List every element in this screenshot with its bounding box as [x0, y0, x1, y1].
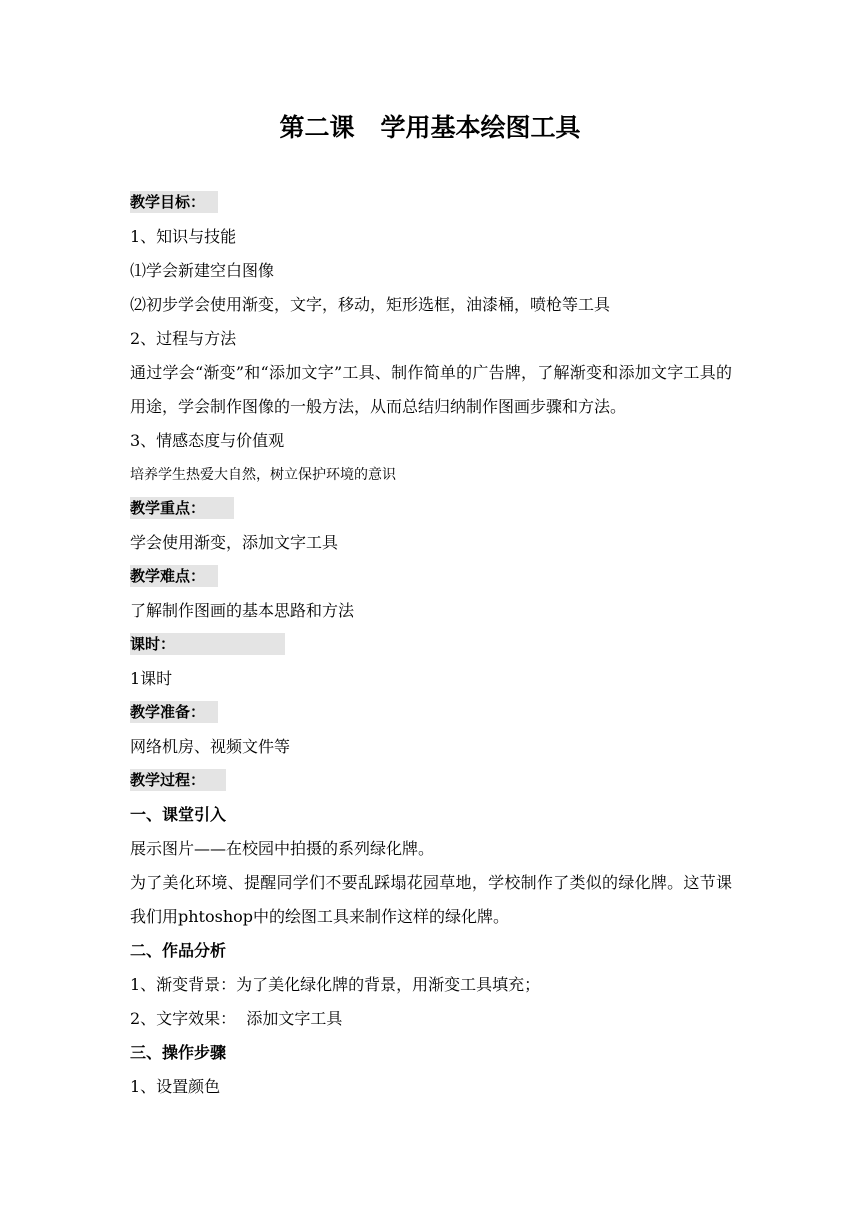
- section-heading-objectives: [130, 186, 732, 220]
- heading-label: 教学过程：: [130, 769, 226, 791]
- heading-label: 教学准备：: [130, 701, 218, 723]
- process-section-1-title: 一、课堂引入: [130, 805, 227, 824]
- section-heading-key-points: [130, 492, 732, 526]
- objective-item-attitude: 3、情感态度与价值观: [130, 431, 285, 450]
- section-heading-difficulties: [130, 560, 732, 594]
- document-body: [130, 186, 732, 1104]
- objective-process-text: 通过学会“渐变”和“添加文字”工具、制作简单的广告牌，了解渐变和添加文字工具的用途，学会制作图像的一般方法，从而总结归纳制作图画步骤和方法。: [130, 363, 732, 416]
- process-section-1-paragraph-1: 展示图片——在校园中拍摄的系列绿化牌。: [130, 839, 435, 858]
- process-section-1-paragraph-2: 为了美化环境、提醒同学们不要乱踩塌花园草地，学校制作了类似的绿化牌。这节课我们用phtoshop中的绘图工具来制作这样的绿化牌。: [130, 873, 732, 926]
- difficulties-text: 了解制作图画的基本思路和方法: [130, 601, 355, 620]
- heading-label: 教学重点：: [130, 497, 234, 519]
- page-title: 第二课 学用基本绘图工具: [279, 113, 581, 142]
- key-points-text: 学会使用渐变，添加文字工具: [130, 533, 339, 552]
- objective-attitude-text: 培养学生热爱大自然，树立保护环境的意识: [130, 467, 396, 483]
- heading-label: 课时：: [130, 633, 285, 655]
- section-heading-hours: [130, 628, 732, 662]
- process-section-3-item-1: 1、设置颜色: [130, 1077, 221, 1096]
- objective-item-knowledge: 1、知识与技能: [130, 227, 237, 246]
- objective-subitem-1: ⑴学会新建空白图像: [130, 261, 275, 280]
- process-section-2-title: 二、作品分析: [130, 941, 227, 960]
- hours-text: 1课时: [130, 669, 173, 688]
- heading-label: 教学难点：: [130, 565, 218, 587]
- heading-label: 教学目标：: [130, 191, 218, 213]
- process-section-3-title: 三、操作步骤: [130, 1043, 227, 1062]
- section-heading-preparation: [130, 696, 732, 730]
- process-section-2-item-1: 1、渐变背景：为了美化绿化牌的背景，用渐变工具填充；: [130, 975, 541, 994]
- objective-item-process: 2、过程与方法: [130, 329, 237, 348]
- process-section-2-item-2: 2、文字效果： 添加文字工具: [130, 1009, 343, 1028]
- objective-subitem-2: ⑵初步学会使用渐变，文字，移动，矩形选框，油漆桶，喷枪等工具: [130, 295, 611, 314]
- preparation-text: 网络机房、视频文件等: [130, 737, 291, 756]
- section-heading-process: [130, 764, 732, 798]
